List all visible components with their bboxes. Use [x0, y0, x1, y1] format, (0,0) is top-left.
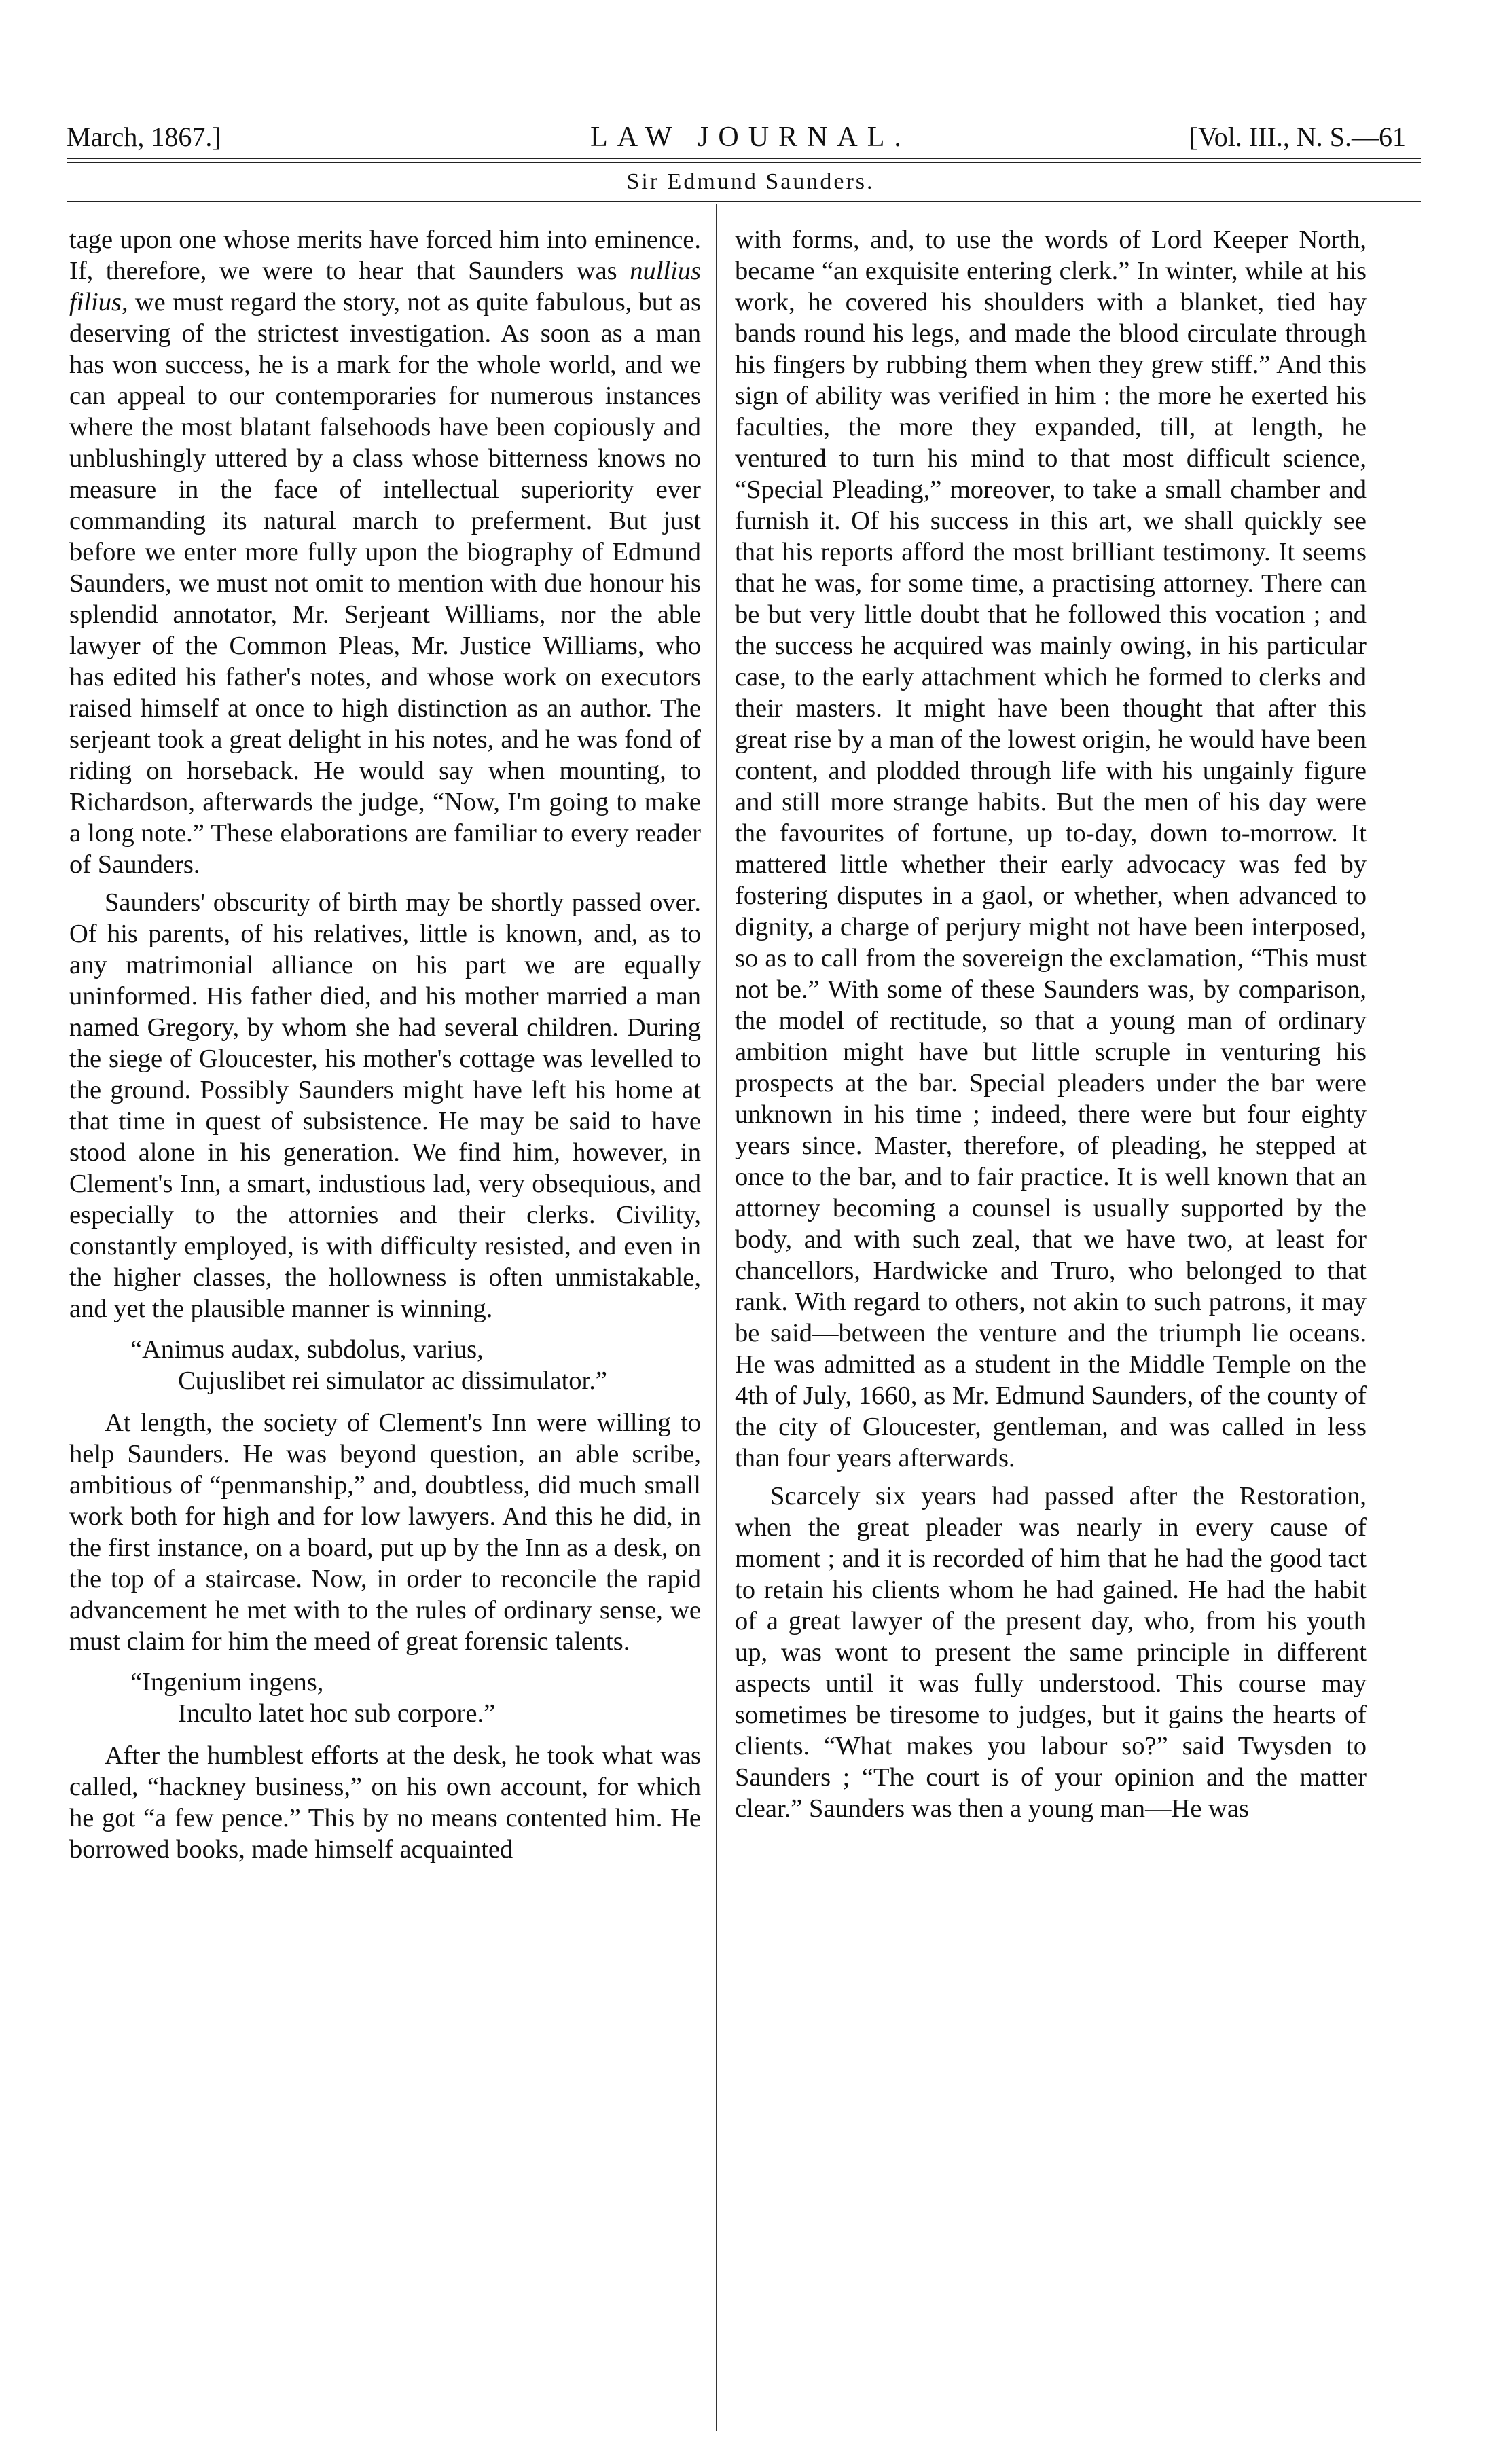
paragraph: After the humblest efforts at the desk, he took what was called, “hackney business,” on his own account, for which he got “a few pence.” This by no means contented him. He borrowed books, made himself acquainted	[69, 1741, 701, 1864]
left-column	[69, 224, 701, 2418]
article-title: Sir Edmund Saunders.	[626, 169, 875, 194]
latin-quotation	[69, 1334, 701, 1396]
italic-phrase: nullius filius,	[69, 257, 701, 316]
column-divider	[716, 204, 717, 2431]
right-column	[735, 224, 1367, 2418]
verse-line: “Ingenium ingens,	[130, 1668, 324, 1697]
paragraph-text: we must regard the story, not as quite fabulous, but as deserving of the strictest investigation. As soon as a man has won success, he is a mark for the whole world, and we can appeal to our contemporaries for numerous instances where the most blatant falsehoods have been copiously and unblushingly uttered by a class whose bitterness knows no measure in the face of intellectual superiority ever commanding its natural march to preferment. But just before we enter more fully upon the biography of Edmund Saunders, we must not omit to mention with due honour his splendid annotator, Mr. Serjeant Williams, nor the able lawyer of the Common Pleas, Mr. Justice Williams, who has edited his father's notes, and whose work on executors raised himself at once to high distinction as an author. The serjeant took a great delight in his notes, and he was fond of riding on horseback. He would say when mounting, to Richardson, afterwards the judge, “Now, I'm going to make a long note.” These elaborations are familiar to every reader of Saunders.	[69, 288, 701, 879]
verse-line: “Animus audax, subdolus, varius,	[130, 1335, 484, 1364]
volume-page-number: [Vol. III., N. S.—61	[1189, 122, 1406, 152]
latin-quotation	[69, 1667, 701, 1729]
paragraph: Saunders' obscurity of birth may be shortly passed over. Of his parents, of his relatives, little is known, and, as to any matrimonial alliance on his part we are equally uninformed. His father died, and his mother married a man named Gregory, by whom she had several children. During the siege of Gloucester, his mother's cottage was levelled to the ground. Possibly Saunders might have left his home at that time in quest of subsistence. He may be said to have stood alone in his generation. We find him, however, in Clement's Inn, a smart, industious lad, very obsequious, and especially to the attornies and their clerks. Civility, constantly employed, is with difficulty resisted, and even in the higher classes, the hollowness is often unmistakable, and yet the plausible manner is winning.	[69, 888, 701, 1323]
header-rule-bottom	[67, 162, 1421, 163]
paragraph: with forms, and, to use the words of Lord Keeper North, became “an exquisite entering clerk.” In winter, while at his work, he covered his shoulders with a blanket, tied hay bands round his legs, and made the blood circulate through his fingers by rubbing them when they grew stiff.” And this sign of ability was verified in him : the more he exerted his faculties, the more they expanded, till, at length, he ventured to turn his mind to that most difficult science, “Special Pleading,” moreover, to take a small chamber and furnish it. Of his success in this art, we shall quickly see that his reports afford the most brilliant testimony. It seems that he was, for some time, a practising attorney. There can be but very little doubt that he followed this vocation ; and the success he acquired was mainly owing, in his particular case, to the early attachment which he formed to clerks and their masters. It might have been thought that after this great rise by a man of the lowest origin, he would have been content, and plodded through life with his ungainly figure and still more strange habits. But the men of his day were the favourites of fortune, up to-day, down to-morrow. It mattered little whether their early advocacy was fed by fostering disputes in a gaol, or whether, when advanced to dignity, a charge of perjury might not have been interposed, so as to call from the sovereign the exclamation, “This must not be.” With some of these Saunders was, by comparison, the model of rectitude, so that a young man of ordinary ambition might have but little scruple in venturing his prospects at the bar. Special pleaders under the bar were unknown in his time ; indeed, there were but four eighty years since. Master, therefore, of pleading, he stepped at once to the bar, and to fair practice. It is well known that an attorney becoming a counsel is usually supported by the body, and with such zeal, that we have two, at least for chancellors, Hardwicke and Truro, who belonged to that rank. With regard to others, not akin to such patrons, it may be said—between the venture and the triumph lie oceans. He was admitted as a student in the Middle Temple on the 4th of July, 1660, as Mr. Edmund Saunders, of the county of the city of Gloucester, gentleman, and was called in less than four years afterwards.	[735, 225, 1367, 1472]
header-rule-top	[67, 158, 1421, 159]
paragraph: At length, the society of Clement's Inn were willing to help Saunders. He was beyond question, an able scribe, ambitious of “penmanship,” and, doubtless, did much small work both for high and for low lawyers. And this he did, in the first instance, on a board, put up by the Inn as a desk, on the top of a staircase. Now, in order to reconcile the rapid advancement he met with to the rules of ordinary sense, we must claim for him the meed of great forensic talents.	[69, 1409, 701, 1656]
paragraph-text: tage upon one whose merits have forced him into eminence. If, therefore, we were to hear that Saunders was	[69, 225, 701, 285]
journal-title: LAW JOURNAL.	[590, 122, 911, 153]
verse-line: Cujuslibet rei simulator ac dissimulator.”	[178, 1366, 607, 1395]
verse-line: Inculto latet hoc sub corpore.”	[178, 1699, 496, 1728]
header-date: March, 1867.]	[67, 122, 221, 152]
paragraph: Scarcely six years had passed after the Restoration, when the great pleader was nearly in every cause of moment ; and it is recorded of him that he had the good tact to retain his clients whom he had gained. He had the habit of a great lawyer of the present day, who, from his youth up, was wont to present the same principle in different aspects until it was fully understood. This course may sometimes be tiresome to judges, but it gains the hearts of clients. “What makes you labour so?” said Twysden to Saunders ; “The court is of your opinion and the matter clear.” Saunders was then a young man—He was	[735, 1482, 1367, 1823]
paragraph	[69, 224, 701, 880]
title-rule	[67, 201, 1421, 202]
